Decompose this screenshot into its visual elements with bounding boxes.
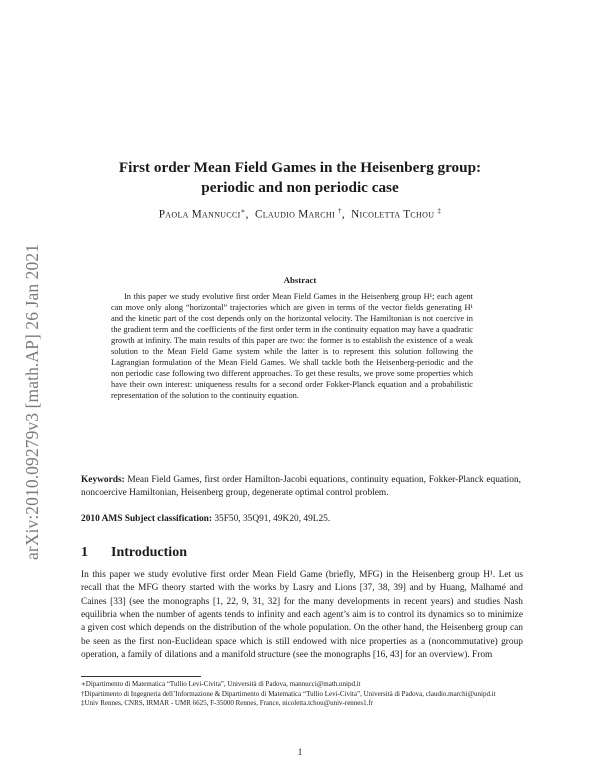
footnote-3: ‡Univ Rennes, CNRS, IRMAR - UMR 6625, F-35000 Rennes, France, nicoletta.tchou@univ-rennes1.fr	[81, 699, 374, 708]
author-1-footnote-mark: ∗	[240, 207, 246, 215]
abstract-heading: Abstract	[283, 275, 317, 285]
author-3: Nicoletta Tchou	[351, 208, 435, 221]
section-title: Introduction	[111, 545, 187, 560]
footnote-divider	[81, 676, 201, 677]
author-list: Paola Mannucci∗, Claudio Marchi †, Nicoletta Tchou ‡	[158, 207, 442, 221]
abstract-body: In this paper we study evolutive first order Mean Field Games in the Heisenberg group H¹; each agent can move only along “horizontal” trajectories which are given in terms of the vector fields generating H¹ and the kinetic part of the cost depends only on the horizontal velocity. The Hamiltonian is not coercive in the gradient term and the coefficients of the first order term in the continuity equation may have a quadratic growth at infinity. The main results of this paper are two: the former is to establish the existence of a weak solution to the Mean Field Game system while the latter is to represent this solution following the Lagrangian formulation of the Mean Field Games. We shall tackle both the Heisenberg-periodic and the non periodic case following two different approaches. To get these results, we prove some properties which have their own interest: uniqueness results for a second order Fokker-Planck equation and a probabilistic representation of the solution to the continuity equation.	[111, 292, 473, 401]
keywords-text: Mean Field Games, first order Hamilton-Jacobi equations, continuity equation, Fokker-Planck equation, noncoercive Hamiltonian, Heisenberg group, degenerate optimal control problem.	[81, 475, 521, 498]
keywords-label: Keywords:	[81, 475, 125, 485]
section-number: 1	[81, 545, 88, 560]
author-2-footnote-mark: †	[338, 207, 342, 215]
title-line-2: periodic and non periodic case	[201, 179, 399, 196]
author-1: Paola Mannucci	[158, 208, 241, 221]
paper-title	[60, 158, 540, 198]
footnote-1: ∗Dipartimento di Matematica “Tullio Levi-Civita”, Università di Padova, mannucci@math.unipd.it	[81, 680, 361, 688]
msc-classification	[81, 513, 521, 526]
msc-codes: 35F50, 35Q91, 49K20, 49L25.	[214, 514, 331, 524]
arxiv-identifier-stamp: arXiv:2010.09279v3 [math.AP] 26 Jan 2021	[22, 243, 42, 560]
keywords-paragraph	[81, 474, 521, 500]
author-2: Claudio Marchi	[254, 208, 335, 221]
author-3-footnote-mark: ‡	[437, 207, 442, 215]
footnotes	[81, 680, 523, 709]
msc-label: 2010 AMS Subject classification:	[81, 514, 212, 524]
page-number: 1	[297, 748, 303, 758]
title-line-1: First order Mean Field Games in the Heisenberg group:	[118, 159, 482, 176]
introduction-paragraph: In this paper we study evolutive first order Mean Field Game (briefly, MFG) in the Heisenberg group H¹. Let us recall that the MFG theory started with the works by Lasry and Lions [37, 38, 39] and by Huang, Malhamé and Caines [33] (see the monographs [1, 22, 9, 31, 32] for the many developments in recent years) and studies Nash equilibria when the number of agents tends to infinity and each agent’s aim is to control its dynamics so to minimize a given cost which depends on the distribution of the whole population. On the other hand, the Heisenberg group can be seen as the first non-Euclidean space which is still endowed with nice properties as a (noncommutative) group operation, a family of dilations and a manifold structure (see the monographs [16, 43] for an overview). From	[81, 570, 523, 661]
footnote-2: †Dipartimento di Ingegneria dell’Informazione & Dipartimento di Matematica “Tullio Levi-Civita”, Università di Padova, claudio.marchi@unipd.it	[81, 689, 496, 698]
section-heading-introduction	[81, 545, 187, 561]
